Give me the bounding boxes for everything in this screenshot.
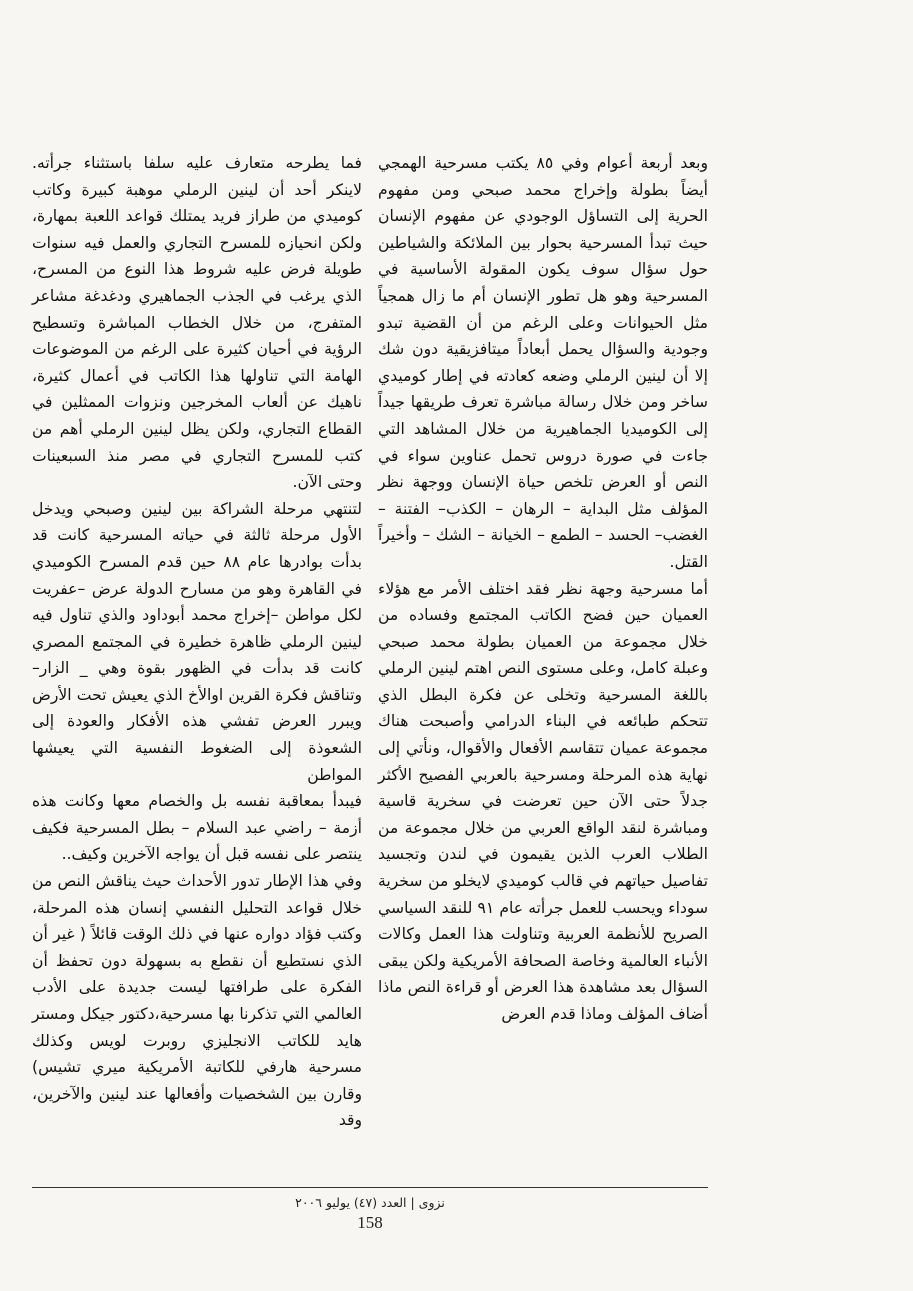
paragraph: وبعد أربعة أعوام وفي ٨٥ يكتب مسرحية الهمجي أيضاً بطولة وإخراج محمد صبحي ومن مفهوم الحرية إلى التساؤل الوجودي عن مفهوم الإنسان حيث تبدأ المسرحية بحوار بين الملائكة والشياطين حول سؤال سوف يكون المقولة الأساسية في المسرحية وهو هل تطور الإنسان أم ما زال همجياً مثل الحيوانات وعلى الرغم من أن القضية تبدو وجودية والسؤال يحمل أبعاداً ميتافزيقية دون شك إلا أن لينين الرملي وضعه كعادته في إطار كوميدي ساخر ومن خلال رسالة مباشرة تعرف طريقها جيداً إلى الكوميديا الجماهيرية من خلال المشاهد التي جاءت في صورة دروس تحمل عناوين سواء في النص أو العرض تلخص حياة الإنسان ووجهة نظر المؤلف مثل البداية – الرهان – الكذب– الفتنة – الغضب– الحسد – الطمع – الخيانة – الشك – وأخيراً القتل. (378, 154, 708, 571)
paragraph: فيبدأ بمعاقبة نفسه بل والخصام معها وكانت هذه أزمة – راضي عبد السلام – بطل المسرحية فكيف ينتصر على نفسه قبل أن يواجه الآخرين وكيف.. (32, 792, 362, 864)
paragraph: لتنتهي مرحلة الشراكة بين لينين وصبحي ويدخل الأول مرحلة ثالثة في حياته المسرحية كانت قد بدأت بوادرها عام ٨٨ حين قدم المسرح الكوميدي في القاهرة وهو من مسارح الدولة عرض –عفريت لكل مواطن –إخراج محمد أبوداود والذي تناول فيه لينين الرملي ظاهرة خطيرة في المجتمع المصري كانت قد بدأت في الظهور بقوة وهي _ الزار– وتناقش فكرة القرين اوالأخ الذي يعيش تحت الأرض ويبرر العرض تفشي هذه الأفكار والعودة إلى الشعوذة إلى الضغوط النفسية التي يعيشها المواطن (32, 499, 362, 784)
article-column-left (32, 150, 362, 1134)
paragraph: وفي هذا الإطار تدور الأحداث حيث يناقش النص من خلال قواعد التحليل النفسي إنسان هذه المرحلة، وكتب فؤاد دواره عنها في ذلك الوقت قائلاً ( غير أن الذي نستطيع أن نقطع به بسهولة دون تحفظ أن الفكرة على طرافتها ليست جديدة على الأدب العالمي التي تذكرنا بها مسرحية،دكتور جيكل ومستر هايد للكاتب الانجليزي روبرت لويس وكذلك مسرحية هارفي للكاتبة الأمريكية ميري تشيس) وقارن بين الشخصيات وأفعالها عند لينين والآخرين، وقد (32, 872, 362, 1130)
article-column-right (378, 150, 708, 1028)
paragraph: أما مسرحية وجهة نظر فقد اختلف الأمر مع هؤلاء العميان حين فضح الكاتب المجتمع وفساده من خلال مجموعة من العميان بطولة محمد صبحي وعبلة كامل، وعلى مستوى النص اهتم لينين الرملي باللغة المسرحية وتخلى عن فكرة البطل الذي تتحكم طبائعه في البناء الدرامي وأصبحت هناك مجموعة عميان تتقاسم الأفعال والأقوال، ونأتي إلى نهاية هذه المرحلة ومسرحية بالعربي الفصيح الأكثر جدلاً حتى الآن حين تعرضت في سخرية قاسية ومباشرة لنقد الواقع العربي من خلال مجموعة من الطلاب العرب الذين يقيمون في لندن وتجسيد تفاصيل حياتهم في قالب كوميدي لايخلو من سخرية سوداء ويحسب للعمل جرأته عام ٩١ للنقد السياسي الصريح للأنظمة العربية وتناولت هذا العمل وكالات الأنباء العالمية وخاصة الصحافة الأمريكية ولكن يبقى السؤال بعد مشاهدة هذا العرض أو قراءة النص ماذا أضاف المؤلف وماذا قدم العرض (378, 579, 709, 1023)
issue-line: نزوى | العدد (٤٧) يوليو ٢٠٠٦ (295, 1195, 445, 1210)
paragraph: فما يطرحه متعارف عليه سلفا باستثناء جرأته. لاينكر أحد أن لينين الرملي موهبة كبيرة وكاتب كوميدي من طراز فريد يمتلك قواعد اللعبة بمهارة، ولكن انحيازه للمسرح التجاري والعمل فيه سنوات طويلة فرض عليه شروط هذا النوع من المسرح، الذي يرغب في الجذب الجماهيري ودغدغة مشاعر المتفرج، من خلال الخطاب المباشرة وتسطيح الرؤية في أحيان كثيرة على الرغم من الموضوعات الهامة التي تناولها هذا الكاتب في أعمال كثيرة، ناهيك عن ألعاب المخرجين ونزوات الممثلين في القطاع التجاري، ولكن يظل لينين الرملي أهم من كتب للمسرح التجاري في مصر منذ السبعينات وحتى الآن. (32, 154, 362, 492)
page-footer (0, 1194, 740, 1234)
footer-rule (32, 1187, 708, 1188)
page-number: 158 (357, 1213, 383, 1232)
